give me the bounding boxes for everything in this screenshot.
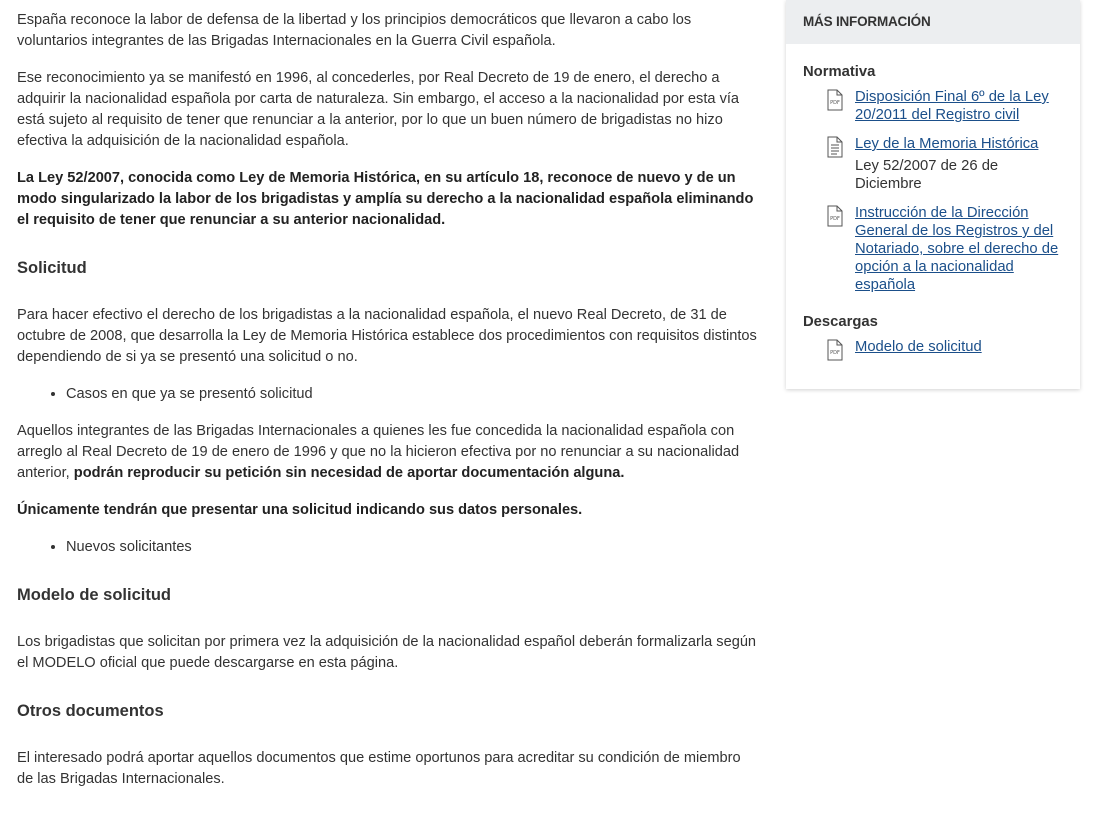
ley-memoria-link[interactable]: Ley de la Memoria Histórica (855, 136, 1039, 152)
casos-text: Aquellos integrantes de las Brigadas Internacionales a quienes les fue concedida la nacionalidad española con arreglo al Real Decreto de 19 de enero de 1996 y que no la hicieron efectiva por no renunciar a su nacionalidad anterior, (17, 423, 740, 481)
normativa-title: Normativa (803, 64, 876, 80)
intro-paragraph: España reconoce la labor de defensa de la libertad y los principios democráticos que llevaron a cabo los voluntarios integrantes de las Brigadas Internacionales en la Guerra Civil española. (17, 12, 692, 49)
otros-paragraph: El interesado podrá aportar aquellos documentos que estime oportunos para acreditar su condición de miembro de las Brigadas Internacionales. (17, 750, 741, 787)
descargas-section (786, 313, 1080, 361)
svg-text:PDF: PDF (830, 216, 840, 222)
casos-bold-text: podrán reproducir su petición sin necesidad de aportar documentación alguna. (73, 465, 625, 481)
instruccion-link[interactable]: Instrucción de la Dirección General de los Registros y del Notariado, sobre el derecho de opción a la nacionalidad española (855, 205, 1059, 293)
modelo-paragraph: Los brigadistas que solicitan por primera vez la adquisición de la nacionalidad español deberán formalizarla según el MODELO oficial que puede descargarse en esta página. (17, 634, 757, 671)
mas-informacion-panel (786, 0, 1080, 389)
reconocimiento-paragraph: Ese reconocimiento ya se manifestó en 1996, al concederles, por Real Decreto de 19 de enero, el derecho a adquirir la nacionalidad española por carta de naturaleza. Sin embargo, el acceso a la nacionalidad por esta vía está sujeto al requisito de tener que renunciar a la anterior, por lo que un buen número de brigadistas no hizo efectiva la adquisición de la nacionalidad española. (17, 70, 740, 149)
normativa-item (825, 88, 1064, 124)
panel-header: MÁS INFORMACIÓN (786, 0, 1080, 44)
list-casos (17, 384, 757, 405)
heading-solicitud: Solicitud (17, 259, 87, 277)
pdf-icon (825, 339, 845, 361)
descargas-item (825, 338, 1064, 361)
svg-text:PDF: PDF (830, 100, 840, 106)
document-icon (825, 136, 845, 158)
solicitud-paragraph: Para hacer efectivo el derecho de los brigadistas a la nacionalidad española, el nuevo Real Decreto, de 31 de octubre de 2008, que desarrolla la Ley de Memoria Histórica establece dos procedimientos con requisitos distintos dependiendo de si ya se presentó una solicitud o no. (17, 307, 757, 365)
main-content (17, 10, 757, 806)
unicamente-bold-text: Únicamente tendrán que presentar una solicitud indicando sus datos personales. (17, 502, 583, 518)
heading-otros: Otros documentos (17, 702, 164, 720)
ley-memoria-description: Ley 52/2007 de 26 de Diciembre (855, 158, 999, 192)
pdf-icon (825, 89, 845, 111)
ley-paragraph (17, 168, 757, 231)
normativa-item (825, 135, 1064, 193)
list-item: • Casos en que ya se presentó solicitud (66, 384, 757, 405)
unicamente-paragraph (17, 500, 757, 521)
normativa-section (786, 63, 1080, 294)
modelo-solicitud-link[interactable]: Modelo de solicitud (855, 339, 982, 355)
casos-paragraph (17, 421, 757, 484)
heading-modelo: Modelo de solicitud (17, 586, 172, 604)
normativa-item (825, 204, 1064, 294)
list-item: • Nuevos solicitantes (66, 537, 757, 558)
descargas-title: Descargas (803, 314, 878, 330)
list-nuevos (17, 537, 757, 558)
svg-text:PDF: PDF (830, 350, 840, 356)
pdf-icon (825, 205, 845, 227)
ley-bold-text: La Ley 52/2007, conocida como Ley de Memoria Histórica, en su artículo 18, reconoce de nuevo y de un modo singularizado la labor de los brigadistas y amplía su derecho a la nacionalidad española eliminando el requisito de tener que renunciar a su anterior nacionalidad. (17, 170, 754, 228)
disposicion-final-link[interactable]: Disposición Final 6º de la Ley 20/2011 del Registro civil (855, 89, 1049, 123)
